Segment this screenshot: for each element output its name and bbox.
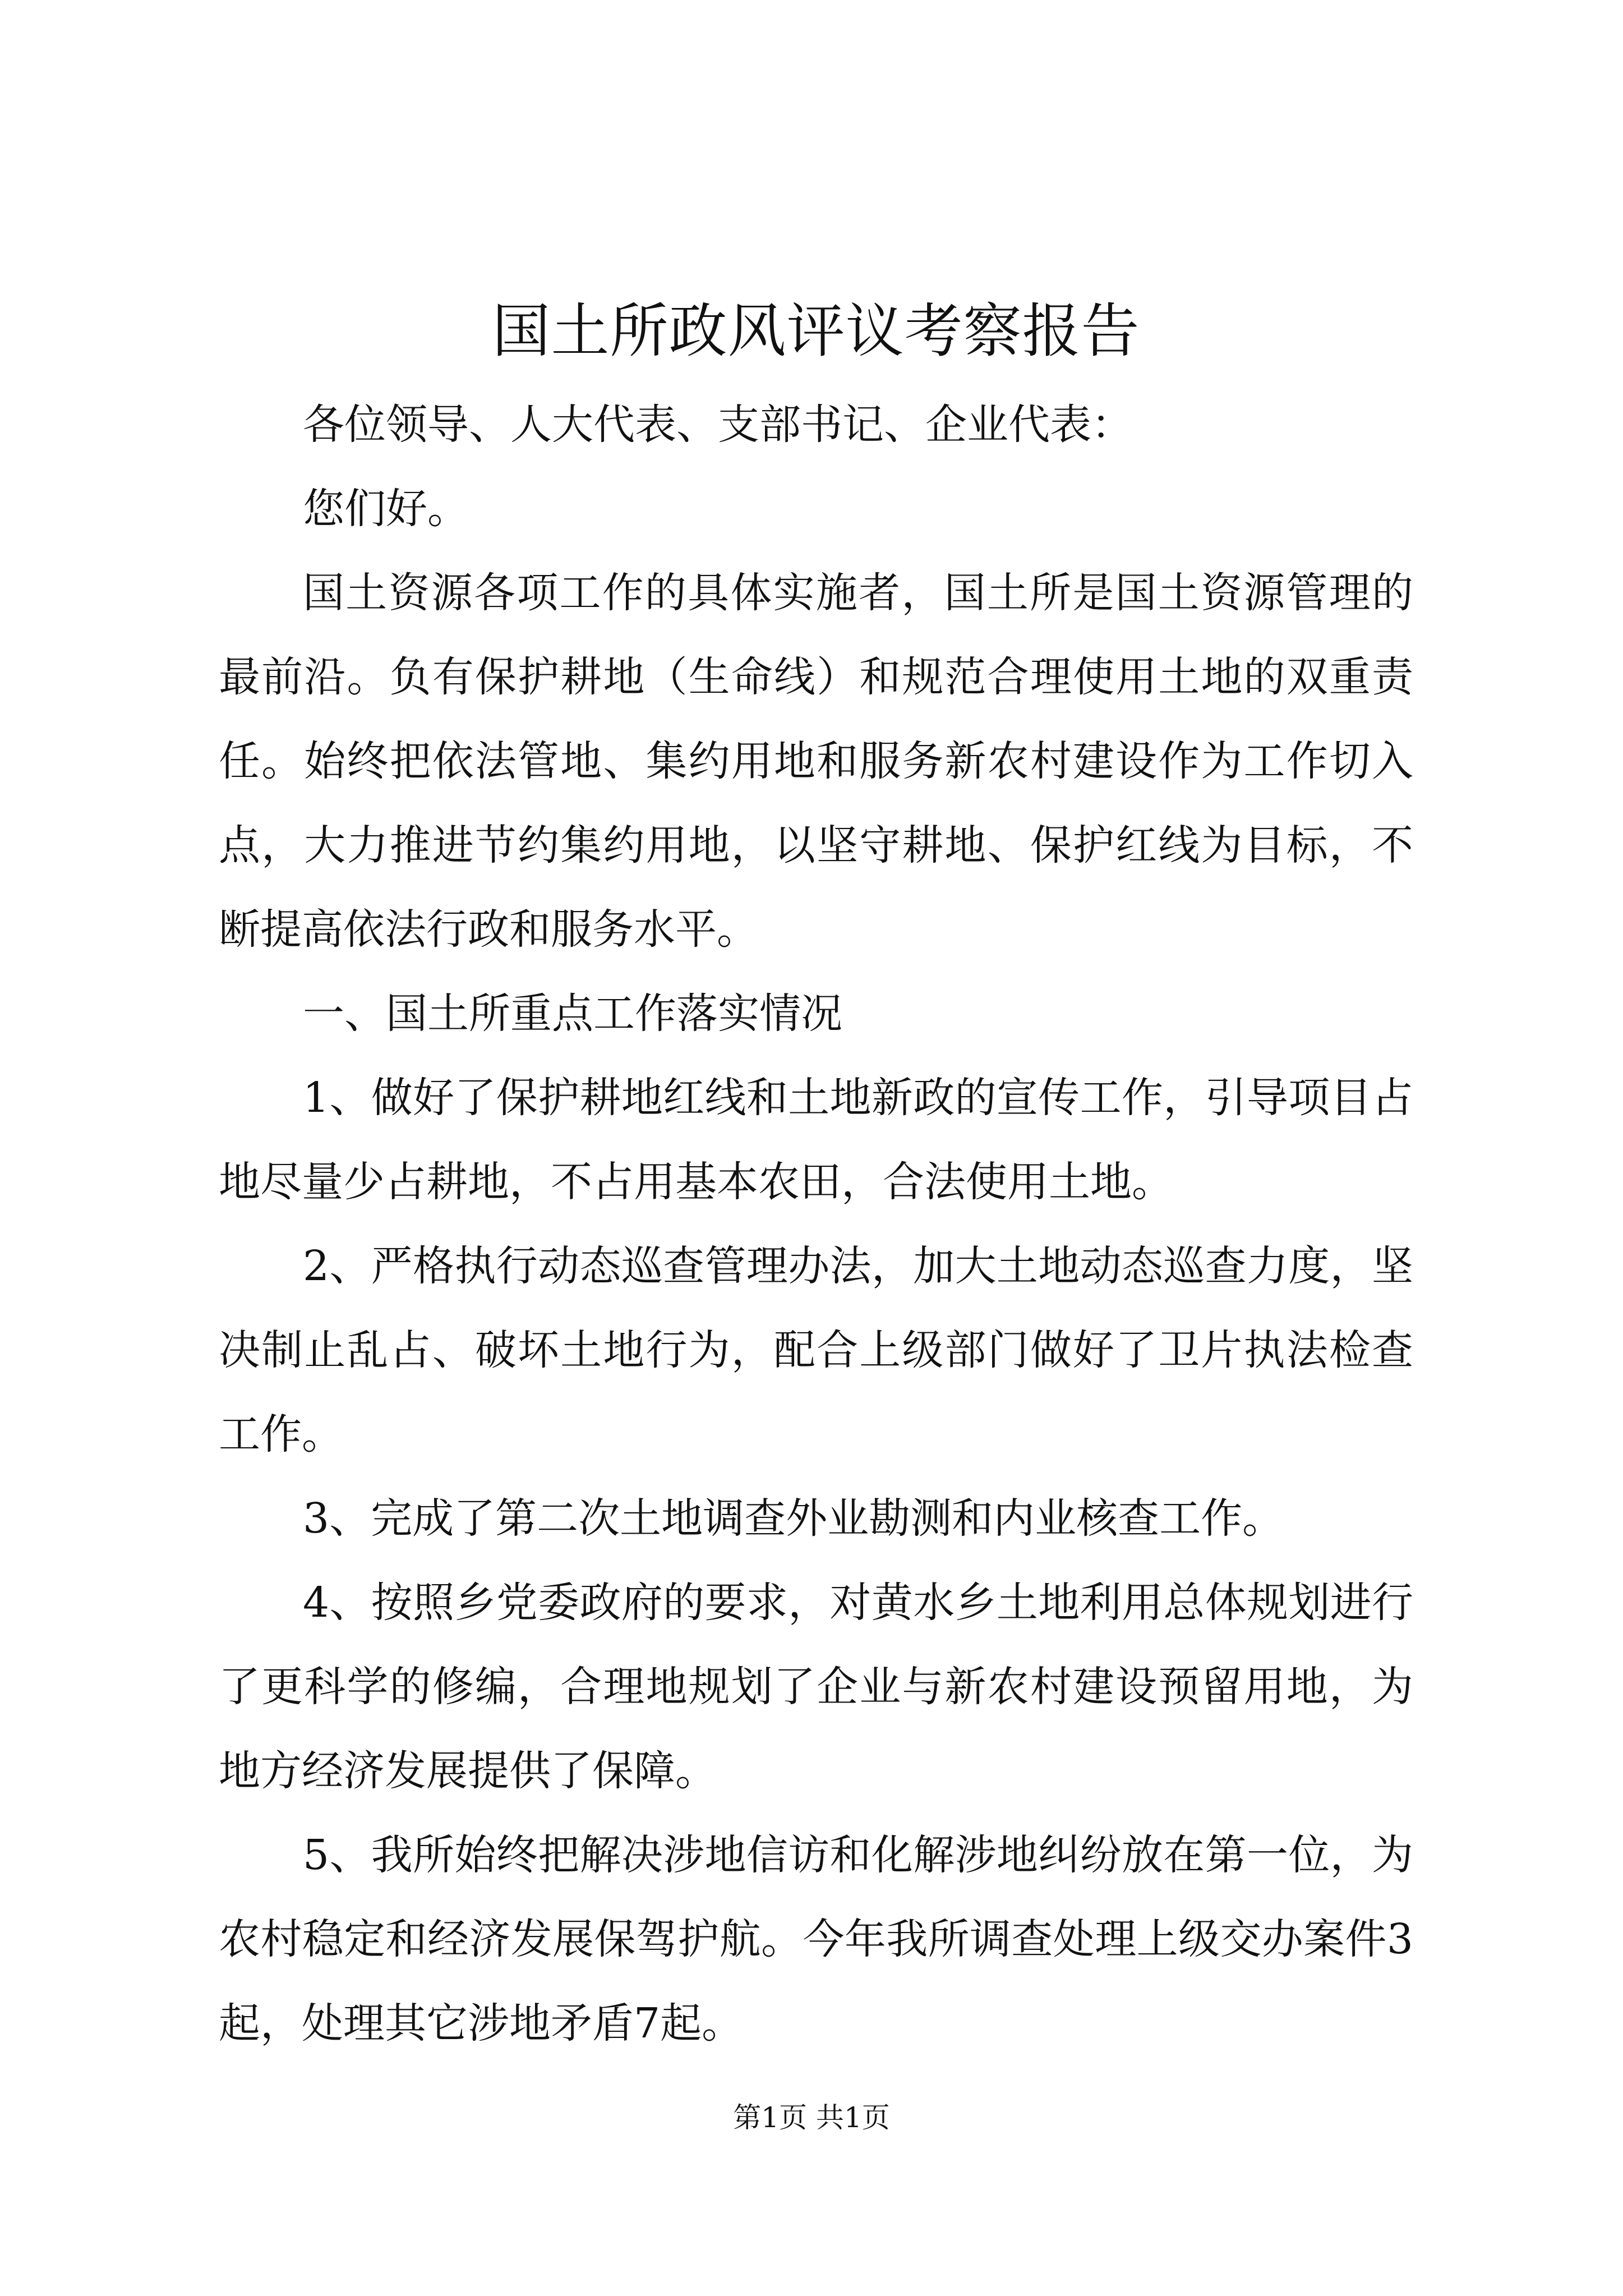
list-item: 5、我所始终把解决涉地信访和化解涉地纠纷放在第一位，为农村稳定和经济发展保驾护航。今年我所调查处理上级交办案件3起，处理其它涉地矛盾7起。 bbox=[219, 1831, 1413, 2047]
document-title: 国土所政风评议考察报告 bbox=[492, 297, 1140, 365]
salutation: 各位领导、人大代表、支部书记、企业代表： bbox=[303, 401, 1133, 449]
list-item: 1、做好了保护耕地红线和土地新政的宣传工作，引导项目占地尽量少占耕地，不占用基本农田，合法使用土地。 bbox=[219, 1074, 1413, 1206]
page-footer: 第1页 共1页 bbox=[733, 2101, 890, 2134]
intro-paragraph: 国土资源各项工作的具体实施者，国土所是国土资源管理的最前沿。负有保护耕地（生命线）和规范合理使用土地的双重责任。始终把依法管地、集约用地和服务新农村建设作为工作切入点，大力推进节约集约用地，以坚守耕地、保护红线为目标，不断提高依法行政和服务水平。 bbox=[219, 569, 1413, 954]
document-body bbox=[219, 280, 1413, 2065]
list-item: 4、按照乡党委政府的要求，对黄水乡土地利用总体规划进行了更科学的修编，合理地规划了企业与新农村建设预留用地，为地方经济发展提供了保障。 bbox=[219, 1579, 1413, 1795]
list-item: 3、完成了第二次土地调查外业勘测和内业核查工作。 bbox=[303, 1494, 1284, 1543]
list-item: 2、严格执行动态巡查管理办法，加大土地动态巡查力度，坚决制止乱占、破坏土地行为，配合上级部门做好了卫片执法检查工作。 bbox=[219, 1242, 1413, 1458]
greeting: 您们好。 bbox=[303, 485, 469, 533]
section-heading: 一、国土所重点工作落实情况 bbox=[303, 990, 842, 1038]
